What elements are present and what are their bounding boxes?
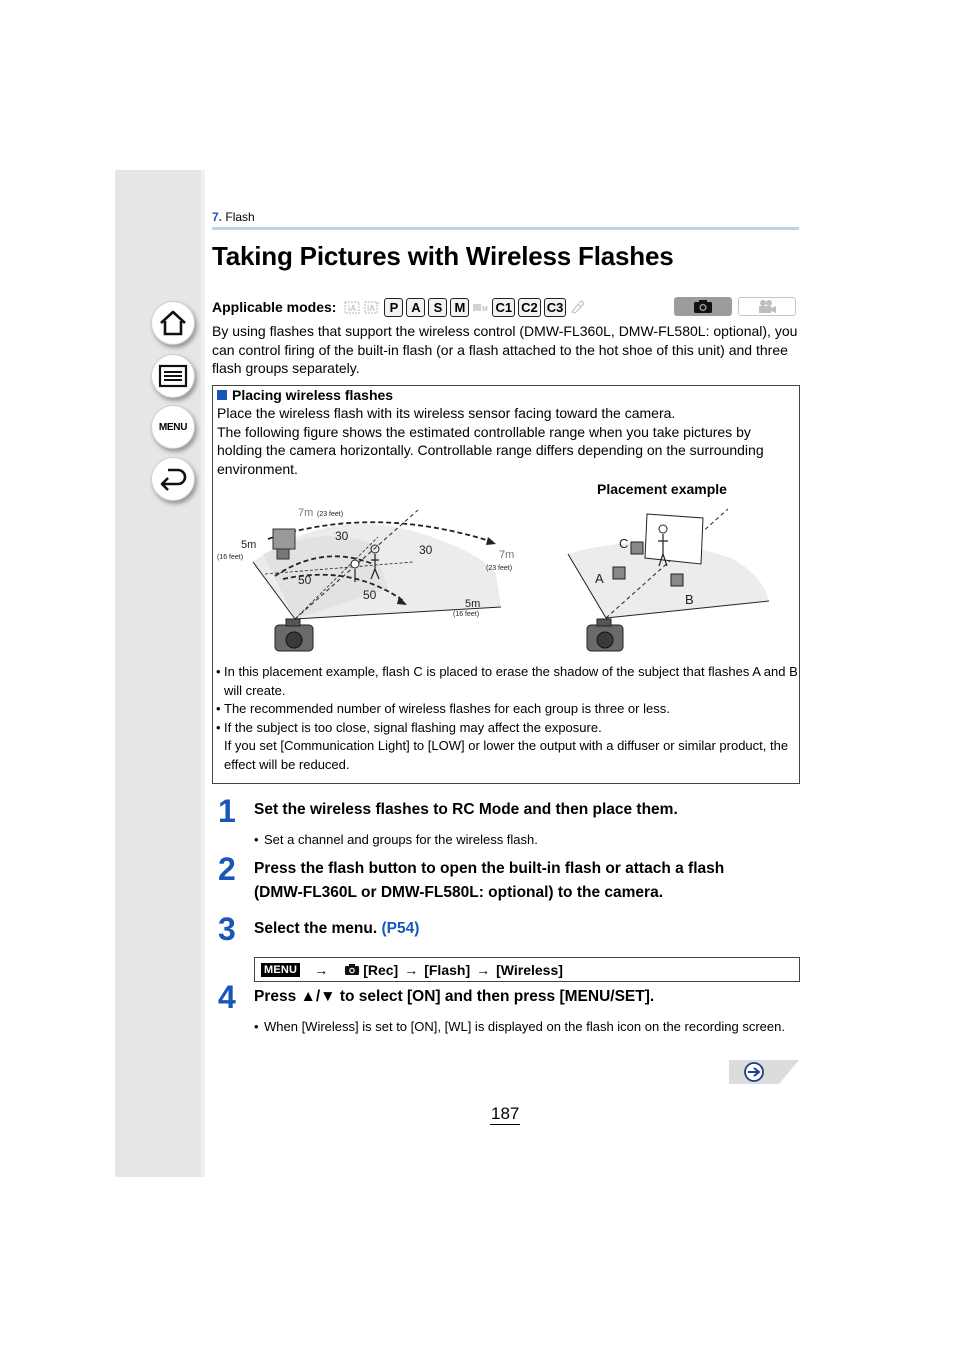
note-item: • If the subject is too close, signal flashing may affect the exposure.: [216, 719, 602, 735]
page-number: 187: [491, 1104, 520, 1123]
creative-control-mode-icon: [569, 300, 585, 314]
back-icon: [158, 466, 188, 492]
chapter-number: 7.: [212, 210, 223, 224]
path-flash: [Flash]: [424, 961, 471, 978]
intelligent-auto-plus-mode-icon: [364, 300, 380, 314]
distance-7m-top: 7m: [298, 507, 314, 519]
distance-5m-bottom-feet: (16 feet): [453, 611, 480, 618]
range-diagram: [253, 510, 501, 651]
applicable-modes-label: Applicable modes:: [212, 299, 337, 315]
path-arrow: →: [314, 961, 329, 978]
flash-label-b: B: [685, 592, 694, 607]
menu-badge: MENU: [261, 963, 300, 977]
applicable-modes-row: [212, 296, 589, 318]
controllable-range-figure: [213, 504, 799, 664]
chapter-name: Flash: [225, 210, 255, 224]
flash-label-c: C: [619, 536, 629, 551]
distance-5m-left: 5m: [241, 539, 257, 551]
camera-icon: [693, 299, 713, 314]
menu-list-button[interactable]: [151, 405, 195, 449]
page-title: Taking Pictures with Wireless Flashes: [212, 241, 674, 271]
path-arrow: →: [404, 961, 419, 978]
home-button[interactable]: [151, 301, 195, 345]
page-link-p54[interactable]: (P54): [381, 920, 420, 937]
photo-mode-tab: [674, 297, 732, 316]
note-sub-item: If you set [Communication Light] to [LOW] or lower the output with a diffuser or similar product, the effect will be reduced.: [224, 738, 789, 772]
angle-50-bottom: 50: [363, 588, 377, 602]
svg-text:M: M: [482, 306, 489, 313]
step-1-number: 1: [218, 793, 236, 829]
note-item: • The recommended number of wireless flashes for each group is three or less.: [216, 701, 670, 716]
svg-text:iA: iA: [348, 304, 357, 313]
box-paragraph-1: Place the wireless flash with its wireless sensor facing toward the camera.: [217, 405, 676, 421]
contents-button[interactable]: [151, 354, 195, 398]
placement-example-label: Placement example: [597, 481, 727, 497]
menu-icon: MENU: [158, 421, 188, 433]
box-paragraph-2: The following figure shows the estimated controllable range when you take pictures by holding the camera horizontally. Controllable range differs depending on the surrounding environment.: [217, 423, 764, 477]
flash-label-a: A: [595, 571, 604, 586]
distance-7m-right: 7m: [499, 549, 515, 561]
menu-path-box: [254, 957, 800, 982]
intro-paragraph: By using flashes that support the wireless control (DMW-FL360L, DMW-FL580L: optional), you can control firing of the built-in flash (or a flash attached to the hot shoe of this unit) and three flash groups separately.: [212, 323, 798, 376]
angle-30-left: 30: [335, 529, 349, 543]
sidebar-divider: [201, 170, 205, 1177]
placing-wireless-flashes-box: [212, 385, 800, 784]
box-notes: [216, 663, 800, 774]
step-4-note: • When [Wireless] is set to [ON], [WL] is displayed on the flash icon on the recording screen.: [254, 1019, 785, 1034]
note-item: • In this placement example, flash C is placed to erase the shadow of the subject that flashes A and B will create.: [216, 664, 798, 698]
step-3-text: Select the menu. (P54): [254, 920, 420, 937]
step-2-text: Press the flash button to open the built-in flash or attach a flash (DMW-FL360L or DMW-FL580L: optional) to the camera.: [254, 860, 725, 901]
mode-a: A: [406, 298, 425, 317]
path-rec: [Rec]: [363, 961, 399, 978]
step-1-note: • Set a channel and groups for the wireless flash.: [254, 832, 538, 847]
next-page-button[interactable]: [729, 1060, 799, 1084]
box-description: [217, 404, 797, 478]
intelligent-auto-mode-icon: [344, 300, 360, 314]
mode-c1: C1: [492, 298, 515, 317]
home-icon: [158, 309, 188, 337]
creative-video-mode-icon: [472, 300, 488, 314]
distance-5m-bottom: 5m: [465, 598, 481, 610]
svg-text:iA: iA: [367, 304, 376, 313]
mode-m: M: [450, 298, 469, 317]
path-arrow: →: [476, 961, 491, 978]
rec-camera-icon: [344, 963, 360, 976]
mode-p: P: [384, 298, 403, 317]
mode-c2: C2: [518, 298, 541, 317]
movie-camera-icon: [757, 299, 777, 314]
heading-square-icon: [217, 390, 227, 400]
distance-5m-left-feet: (16 feet): [217, 554, 244, 561]
distance-7m-right-feet: (23 feet): [486, 565, 513, 572]
box-heading: [217, 387, 393, 403]
list-icon: [158, 364, 188, 388]
angle-30-right: 30: [419, 543, 433, 557]
mode-s: S: [428, 298, 447, 317]
mode-c3: C3: [544, 298, 567, 317]
step-4-text: Press ▲/▼ to select [ON] and then press [MENU/SET].: [254, 988, 655, 1005]
box-heading-text: Placing wireless flashes: [232, 387, 394, 403]
path-wireless: [Wireless]: [496, 961, 563, 978]
step-1-text: Set the wireless flashes to RC Mode and then place them.: [254, 801, 678, 818]
video-mode-tab: [738, 297, 796, 316]
step-3-number: 3: [218, 911, 236, 947]
distance-7m-top-feet: (23 feet): [317, 511, 344, 518]
step-4-number: 4: [218, 979, 236, 1015]
angle-50-left: 50: [298, 573, 312, 587]
header-rule: [212, 227, 799, 230]
back-button[interactable]: [151, 457, 195, 501]
step-2-number: 2: [218, 851, 236, 887]
chapter-breadcrumb: [212, 210, 255, 224]
svg-text:+: +: [376, 301, 381, 308]
